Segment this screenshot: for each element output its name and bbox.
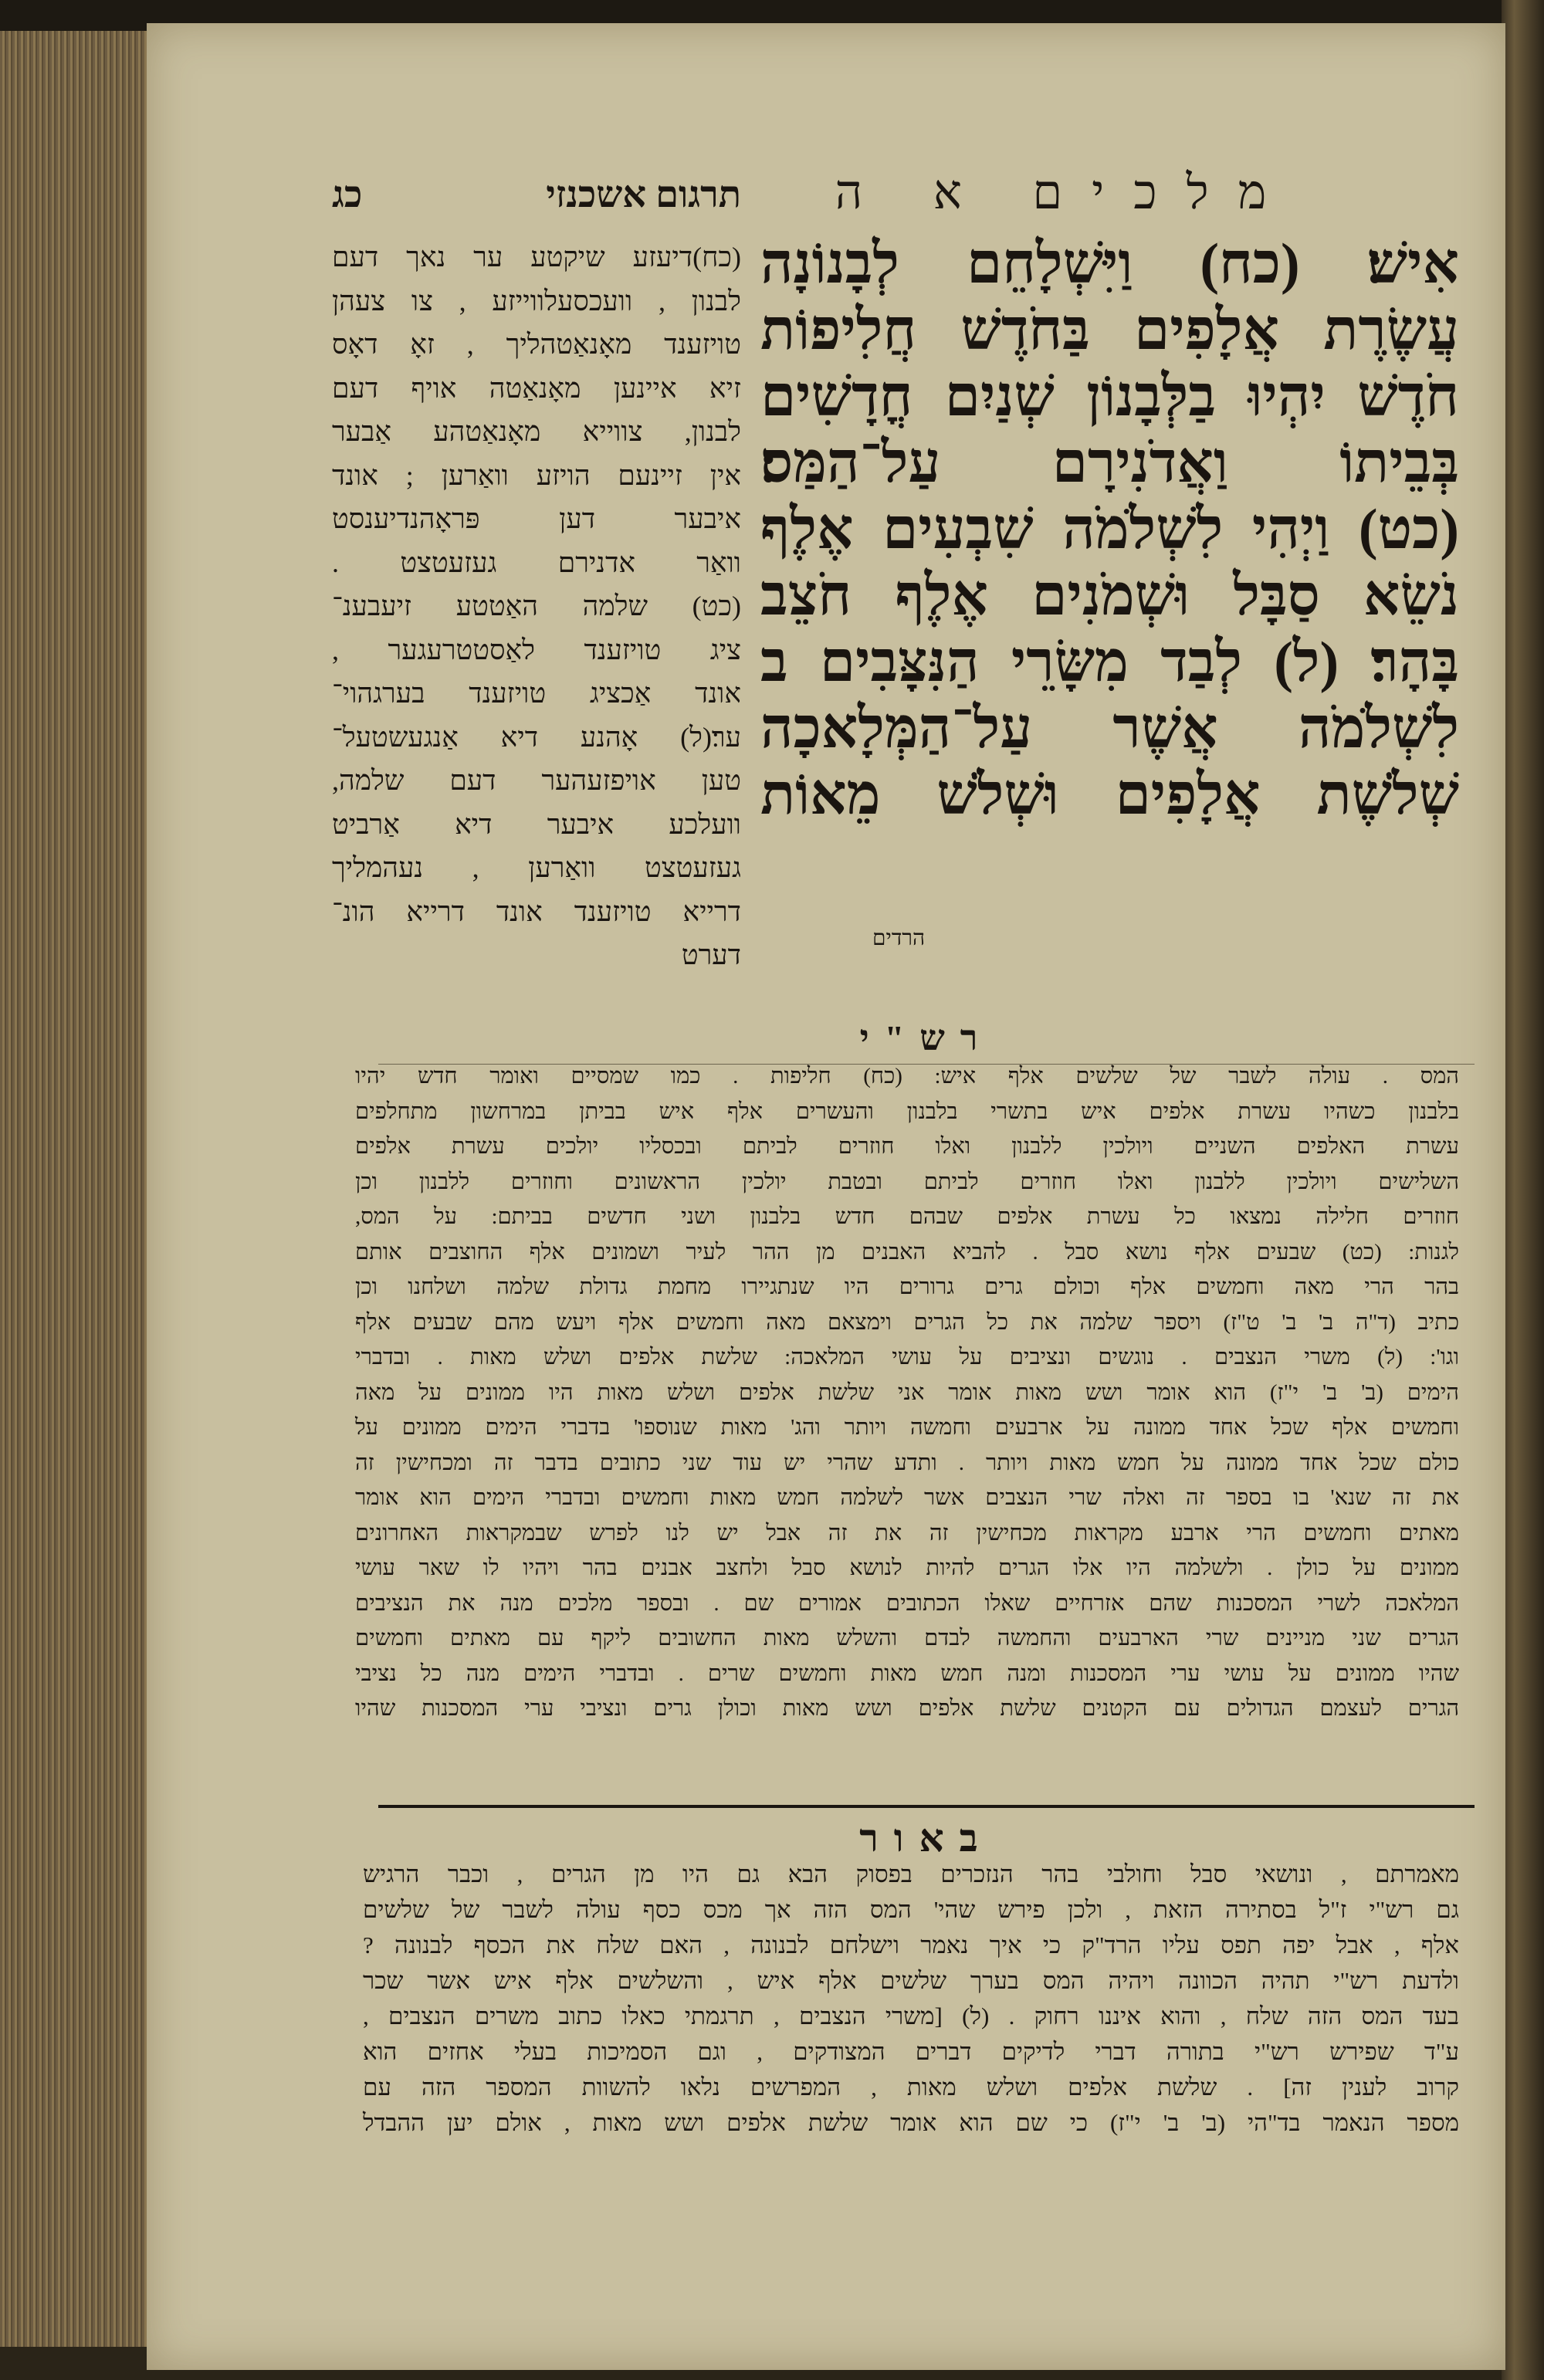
text-line: לִשְׁלֹמֹה אֲשֶׁר עַל־הַמְּלָאכָה	[760, 697, 1459, 760]
text-line: בלבנון כשהיו עשרת אלפים איש בתשרי בלבנון והעשרים אלף איש בביתן במרחשון מתחלפים	[355, 1099, 1459, 1124]
text-line: ער׃(ל) אָהנע דיא אַנגעשטעל־	[332, 721, 741, 753]
text-line: ולדעת רש"י תהיה הכוונה ויהיה המס בערך שלשים אלף איש , והשלשים אלף איש אשר שכר	[363, 1967, 1459, 1994]
text-line: אונד אַכציג טויזענד בערגהוי־	[332, 678, 741, 709]
book-page-edges	[0, 31, 151, 2347]
text-line: שהיו ממונים על עושי ערי המסכנות ומנה חמש מאות וחמשים שרים . ובדברי הימים מנה כל נציבי	[355, 1661, 1459, 1686]
text-line: איבער דען פּראָהנדיענסט	[332, 503, 741, 534]
book-spine-edge	[1502, 0, 1544, 2380]
text-line: וואַר אדנירם געזעטצט .	[332, 547, 741, 578]
text-line: המס . עולה לשבר של שלשים אלף איש: (כח) חליפות . כמו שמסיים ואומר חדש יהיו	[355, 1064, 1459, 1088]
text-line: כולם שכל אחד ממונה על חמש מאות ויותר . ותדע שהרי יש עוד שני כתובים בדבר זה ומכחישין זה	[355, 1450, 1459, 1475]
text-line: נֹשֵׂא סַבָּל וּשְׁמֹנִים אֶלֶף חֹצֵב	[760, 564, 1459, 628]
text-line: וחמשים אלף שכל אחד ממונה על ארבעים וחמשה ויותר והג' מאות שנוספו' בדברי הימים ממונים על	[355, 1415, 1459, 1440]
text-line: הימים (ב' ב' י"ז) הוא אומר ושש מאות אומר אני שלשת אלפים ושלש מאות היו ממונים על מאה	[355, 1380, 1459, 1405]
text-line: אלף , אבל יפה תפס עליו הרד"ק כי איך נאמר וישלחם לבנונה , האם שלח את הכסף לבנונה ?	[363, 1931, 1459, 1959]
text-line: וגו': (ל) משרי הנצבים . נוגשים ונציבים על עושי המלאכה: שלשת אלפים ושלש מאות . ובדברי	[355, 1345, 1459, 1369]
text-line: שְׁלֹשֶׁת אֲלָפִים וּשְׁלֹשׁ מֵאוֹת	[760, 763, 1459, 827]
text-line: המלאכה לשרי המסכנות שהם אזרחיים שאלו הכתובים אמורים שם . ובספר מלכים מנה את הנציבים	[355, 1590, 1459, 1616]
text-line: ע"ד שפירש רש"י בתורה דברי לדיקים דברים המצודקים , וגם הסמיכות בעלי אחזים הוא	[363, 2038, 1459, 2065]
text-line: מאמרתם , ונושאי סבל וחולבי בהר הנזכרים בפסוק הבא גם היו מן הגרים , וכבר הרגיש	[363, 1860, 1459, 1887]
text-line: טויזענד מאָנאַטהליך , זאָ דאָס	[332, 329, 741, 360]
text-line: דערט	[681, 939, 741, 970]
text-line: חוזרים חלילה נמצאו כל עשרת אלפים שבהם חדש בלבנון ושני חדשים בביתם: על המס,	[355, 1204, 1459, 1229]
running-header-targum	[332, 174, 741, 216]
text-line: אִישׁ׃ (כח) וַיִּשְׁלָחֵם לְבָנוֹנָה	[760, 232, 1459, 296]
text-line: בהר הרי מאה וחמשים אלף וכולם גרים גרורים היו שנתגיירו מחמת גדולת שלמה ושלחנו וכן	[355, 1275, 1459, 1299]
text-line: (כח)דיעזע שיקטע ער נאך דעם	[332, 242, 741, 273]
text-line: בעד המס הזה שלח , והוא איננו רחוק . (ל) [משרי הנצבים , תרגמתי כאלו כתוב משרים הנצבים ,	[363, 2003, 1459, 2030]
section-rule	[378, 1805, 1475, 1808]
text-line: כתיב (ד"ה ב' ב' ט"ז) ויספר שלמה את כל הגרים וימצאם מאה וחמשים אלף ויעש מהם שבעים אלף	[355, 1309, 1459, 1335]
text-line: אין זיינעם הויזע וואַרען ; אונד	[332, 459, 741, 491]
rashi-title: רש"י	[859, 1018, 994, 1058]
text-line: הגרים שני מניינים שרי הארבעים והחמשה לבדם והשלש מאות החשובים ליקף עם מאתים וחמשים	[355, 1626, 1459, 1650]
text-line: לבנון, צווייא מאָנאַטהע אַבער	[332, 416, 741, 447]
text-line: לגנות: (כט) שבעים אלף נושא סבל . להביא האבנים מן ההר לעיר ושמונים אלף החוצבים אותם	[355, 1239, 1459, 1264]
targum-title: תרגום אשכנזי	[546, 174, 741, 215]
text-line: געזעטצט וואַרען , נעהמליך	[332, 852, 741, 883]
text-line: ממונים על כולן . ולשלמה היו אלו הגרים להיות לנושא סבל ולחצב אבנים בהר ויהיו לו שאר עושי	[355, 1556, 1459, 1580]
text-line: דרייא טויזענד אונד דרייא הונ־	[332, 895, 741, 927]
text-line: הגרים לעצמם הגדולים עם הקטנים שלשת אלפים ושש מאות וכולן גרים ונציבי ערי המסכנות שהיו	[355, 1696, 1459, 1721]
text-line: עֲשֶׂרֶת אֲלָפִים בַּחֹדֶשׁ חֲלִיפוֹת	[760, 299, 1459, 362]
text-line: קרוב לענין זה] . שלשת אלפים ושלש מאות , המפרשים נלאו להשוות המספר הזה עם	[363, 2074, 1459, 2101]
text-line: וועלכע איבער דיא אַרביט	[332, 808, 741, 840]
text-line: את זה שנא' בו בספר זה ואלה שרי הנצבים אשר לשלמה חמש מאות וחמשים ובדברי הימים הוא אומר	[355, 1485, 1459, 1510]
text-line: זיא איינען מאָנאַטה אויף דעם	[332, 372, 741, 404]
text-line: מאתים וחמשים הרי ארבע מקראות מכחישין זה את זה אבל יש לנו לפרש שבמקראות האחרונים	[355, 1520, 1459, 1545]
text-line: טען אויפזעהער דעם שלמה,	[332, 765, 741, 796]
page-number: כג	[332, 174, 363, 215]
text-line: גם רש"י ז"ל בסתירה הזאת , ולכן פירש שהי' המס הזה אך מכס כסף עולה לשבר של שלשים	[363, 1896, 1459, 1923]
text-line: עשרת האלפים השניים ויולכין ללבנון ואלו חוזרים לביתם ובכסליו יולכים עשרת אלפים	[355, 1134, 1459, 1159]
biur-title: באור	[859, 1816, 994, 1860]
text-line: ציג טויזענד לאַסטטרעגער ,	[332, 634, 741, 665]
text-line: מספר הנאמר בד"הי (ב' ב' י"ז) כי שם הוא אומר שלשת אלפים ושש מאות , אולם יען ההבדל	[363, 2109, 1459, 2136]
text-line: (כט) וַיְהִי לִשְׁלֹמֹה שִׁבְעִים אֶלֶף	[760, 498, 1459, 561]
running-header-book: מלכים א ה	[835, 167, 1296, 219]
text-line: בְּבֵיתוֹ וַאֲדֹנִירָם עַל־הַמַּס׃	[760, 432, 1459, 495]
text-line: השלישים ויולכין ללבנון ואלו חוזרים לביתם ובטבת יולכין הראשונים וחוזרים ללבנון וכן	[355, 1169, 1459, 1194]
catchword: הרדים	[872, 926, 926, 950]
text-line: חֹדֶשׁ יִהְיוּ בַלְּבָנוֹן שְׁנַיִם חֳדָשִׁים	[760, 365, 1459, 428]
text-line: בָּהָר׃ (ל) לְבַד מִשָּׂרֵי הַנִּצָּבִים ב	[760, 631, 1459, 694]
text-line: (כט) שלמה האַטטע זיעבענ־	[332, 591, 741, 621]
text-line: לבנון , וועכסעלווייזע , צו צעהן	[332, 285, 741, 317]
